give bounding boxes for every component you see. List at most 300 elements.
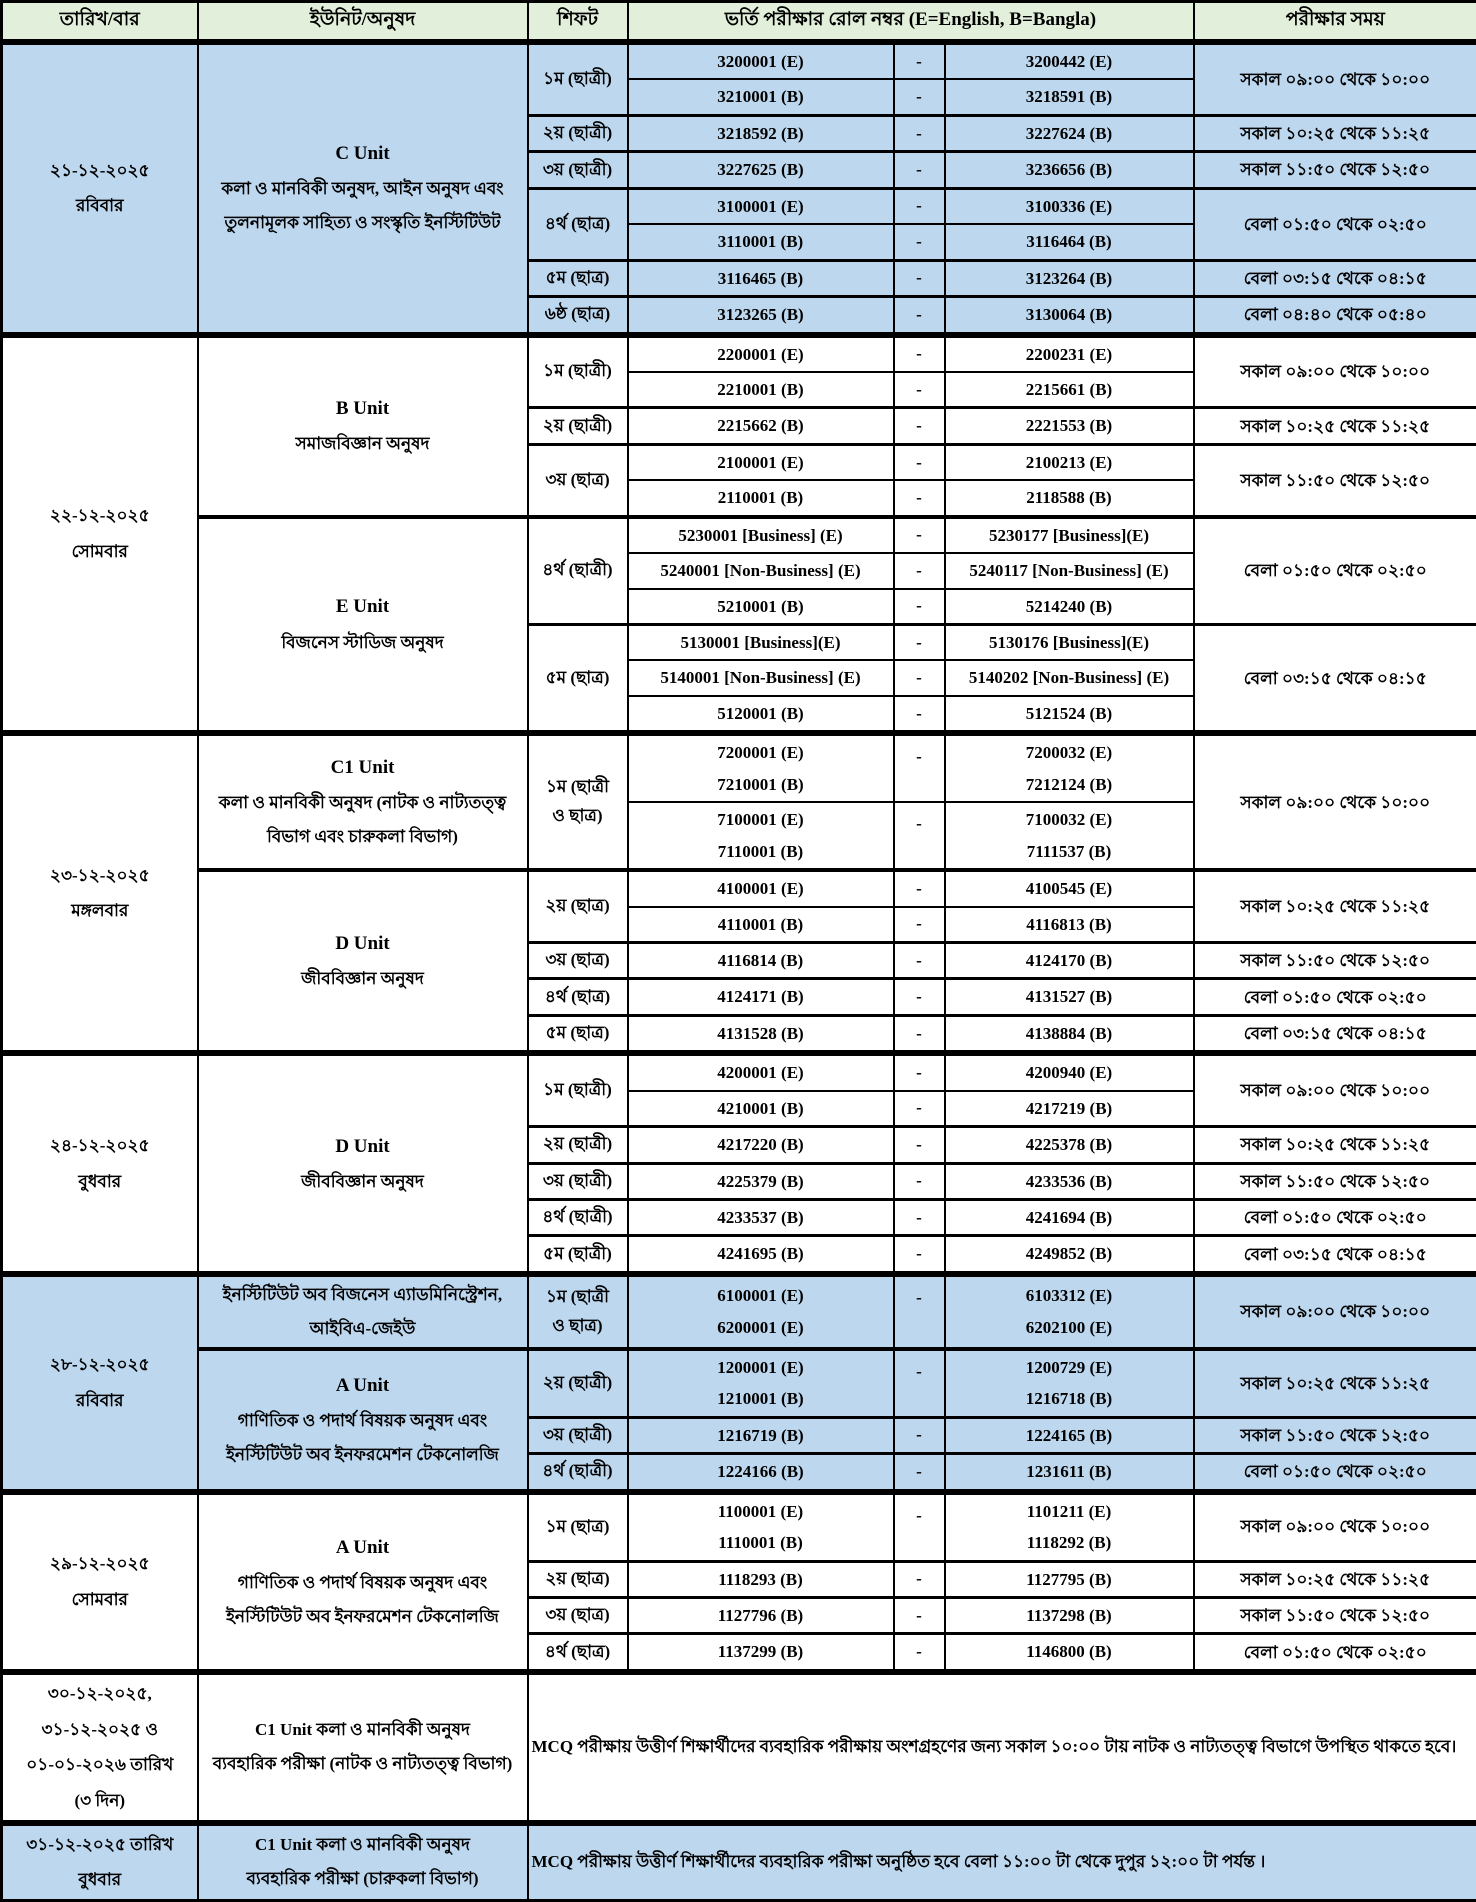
shift-cell [528, 188, 628, 260]
roll-start-cell [628, 480, 894, 516]
roll-number: 4200940 (E) [949, 1057, 1190, 1088]
shift-label-line: ১ম (ছাত্রী [532, 773, 624, 802]
roll-number: 1216719 (B) [632, 1420, 890, 1451]
roll-end-cell [945, 625, 1194, 661]
roll-start-cell [628, 372, 894, 408]
roll-start-cell [628, 1275, 894, 1349]
roll-number: 3227624 (B) [949, 118, 1190, 149]
roll-number: 1137298 (B) [949, 1600, 1190, 1631]
roll-end-cell [945, 1417, 1194, 1453]
shift-cell [528, 1015, 628, 1051]
unit-description-line: C1 Unit কলা ও মানবিকী অনুষদ [202, 1828, 524, 1862]
table-row [2, 2, 1476, 41]
shift-cell [528, 444, 628, 516]
dash-cell: - [894, 260, 945, 296]
roll-number: 3116465 (B) [632, 263, 890, 294]
table-row [2, 1493, 1476, 1561]
roll-start-cell [628, 553, 894, 588]
roll-start-cell [628, 1634, 894, 1670]
unit-name: C Unit [202, 136, 524, 172]
roll-number: 5214240 (B) [949, 591, 1190, 622]
shift-cell [528, 1493, 628, 1561]
roll-start-cell [628, 1200, 894, 1236]
roll-start-cell [628, 735, 894, 802]
header-date: তারিখ/বার [2, 2, 198, 41]
shift-label-line: ৪র্থ (ছাত্রী) [532, 1457, 624, 1486]
roll-number: 1231611 (B) [949, 1456, 1190, 1487]
roll-start-cell [628, 224, 894, 260]
shift-cell [528, 1597, 628, 1633]
shift-cell [528, 1561, 628, 1597]
time-cell: সকাল ১০:২৫ থেকে ১১:২৫ [1194, 870, 1476, 942]
unit-cell [198, 735, 528, 870]
roll-number: 5240001 [Non-Business] (E) [632, 555, 890, 586]
date-line: ২১-১২-২০২৫ [6, 153, 194, 189]
unit-cell [198, 1673, 528, 1821]
roll-number: 1224165 (B) [949, 1420, 1190, 1451]
shift-label-line: ৩য় (ছাত্রী) [532, 156, 624, 185]
roll-end-cell [945, 517, 1194, 553]
shift-cell [528, 1417, 628, 1453]
dash-cell: - [894, 408, 945, 444]
table-row [2, 336, 1476, 372]
shift-label-line: ৬ষ্ঠ (ছাত্র) [532, 300, 624, 329]
roll-number: 4131528 (B) [632, 1018, 890, 1049]
table-row [2, 1349, 1476, 1417]
date-cell [2, 1275, 198, 1490]
shift-label-line: ২য় (ছাত্রী) [532, 412, 624, 441]
date-line: ২৪-১২-২০২৫ [6, 1128, 194, 1164]
shift-cell [528, 297, 628, 333]
dash-cell: - [894, 1163, 945, 1199]
shift-label-line: ৫ম (ছাত্র) [532, 1019, 624, 1048]
roll-number: 5230001 [Business] (E) [632, 520, 890, 551]
roll-end-cell [945, 444, 1194, 480]
dash-cell: - [894, 188, 945, 224]
roll-start-cell [628, 1236, 894, 1272]
roll-number: 5140001 [Non-Business] (E) [632, 662, 890, 693]
unit-description-line: তুলনামূলক সাহিত্য ও সংস্কৃতি ইনস্টিটিউট [202, 206, 524, 240]
roll-end-cell [945, 553, 1194, 588]
shift-label-line: ৪র্থ (ছাত্রী) [532, 1203, 624, 1232]
dash-cell: - [894, 660, 945, 695]
unit-description-line: কলা ও মানবিকী অনুষদ, আইন অনুষদ এবং [202, 172, 524, 206]
time-cell: সকাল ১১:৫০ থেকে ১২:৫০ [1194, 152, 1476, 188]
roll-number: 3130064 (B) [949, 299, 1190, 330]
dash-cell: - [894, 942, 945, 978]
shift-label-line: ২য় (ছাত্রী) [532, 1369, 624, 1398]
dash-cell: - [894, 1015, 945, 1051]
dash-cell: - [894, 44, 945, 80]
roll-number: 3110001 (B) [632, 226, 890, 257]
unit-cell [198, 517, 528, 732]
dash-cell: - [894, 517, 945, 553]
dash-cell: - [894, 1055, 945, 1091]
shift-cell [528, 1163, 628, 1199]
time-cell: সকাল ১০:২৫ থেকে ১১:২৫ [1194, 1561, 1476, 1597]
roll-number: 6100001 (E) [632, 1280, 890, 1311]
roll-start-cell [628, 1127, 894, 1163]
roll-start-cell [628, 260, 894, 296]
shift-cell [528, 517, 628, 625]
unit-description-line: ব্যবহারিক পরীক্ষা (চারুকলা বিভাগ) [202, 1862, 524, 1896]
table-row [2, 1824, 1476, 1900]
unit-description-line: C1 Unit কলা ও মানবিকী অনুষদ [202, 1713, 524, 1747]
header-time: পরীক্ষার সময় [1194, 2, 1476, 41]
shift-label-line: ৪র্থ (ছাত্র) [532, 983, 624, 1012]
roll-number: 7200001 (E) [632, 737, 890, 768]
unit-cell [198, 1493, 528, 1670]
section-table [0, 1823, 1476, 1902]
shift-cell [528, 870, 628, 942]
roll-number: 4225379 (B) [632, 1166, 890, 1197]
roll-end-cell [945, 1055, 1194, 1091]
roll-number: 2110001 (B) [632, 482, 890, 513]
roll-end-cell [945, 735, 1194, 802]
date-cell [2, 44, 198, 334]
roll-start-cell [628, 152, 894, 188]
shift-cell [528, 115, 628, 151]
roll-number: 1118293 (B) [632, 1564, 890, 1595]
roll-number: 3218592 (B) [632, 118, 890, 149]
roll-number: 3227625 (B) [632, 154, 890, 185]
roll-end-cell [945, 1200, 1194, 1236]
roll-end-cell [945, 1127, 1194, 1163]
unit-cell [198, 1275, 528, 1349]
dash-cell: - [894, 1561, 945, 1597]
section-table [0, 42, 1476, 335]
roll-number: 3218591 (B) [949, 81, 1190, 112]
shift-label-line: ৪র্থ (ছাত্র) [532, 1638, 624, 1667]
shift-label-line: ও ছাত্র) [532, 1312, 624, 1341]
unit-description-line: সমাজবিজ্ঞান অনুষদ [202, 427, 524, 461]
roll-number: 3200442 (E) [949, 46, 1190, 77]
shift-label-line: ও ছাত্র) [532, 802, 624, 831]
roll-start-cell [628, 44, 894, 80]
shift-cell [528, 979, 628, 1015]
roll-number: 4100001 (E) [632, 873, 890, 904]
roll-start-cell [628, 1493, 894, 1561]
roll-number: 4110001 (B) [632, 909, 890, 940]
roll-number: 7210001 (B) [632, 769, 890, 800]
shift-cell [528, 735, 628, 870]
roll-end-cell [945, 408, 1194, 444]
roll-start-cell [628, 1091, 894, 1127]
dash-cell: - [894, 79, 945, 115]
table-row [2, 1275, 1476, 1349]
shift-cell [528, 1200, 628, 1236]
roll-end-cell [945, 1561, 1194, 1597]
roll-number: 7212124 (B) [949, 769, 1190, 800]
dash-cell: - [894, 1634, 945, 1670]
roll-end-cell [945, 224, 1194, 260]
roll-end-cell [945, 1349, 1194, 1417]
roll-number: 4233536 (B) [949, 1166, 1190, 1197]
roll-number: 7100032 (E) [949, 804, 1190, 835]
roll-number: 1224166 (B) [632, 1456, 890, 1487]
time-cell: সকাল ১০:২৫ থেকে ১১:২৫ [1194, 1127, 1476, 1163]
shift-cell [528, 1275, 628, 1349]
roll-start-cell [628, 1561, 894, 1597]
section-table [0, 1274, 1476, 1492]
roll-number: 5130176 [Business](E) [949, 627, 1190, 658]
dash-cell: - [894, 553, 945, 588]
roll-number: 1101211 (E) [949, 1496, 1190, 1527]
date-line: রবিবার [6, 1383, 194, 1419]
time-cell: বেলা ০১:৫০ থেকে ০২:৫০ [1194, 1200, 1476, 1236]
unit-description-line: আইবিএ-জেইউ [202, 1312, 524, 1346]
roll-number: 5121524 (B) [949, 698, 1190, 729]
roll-end-cell [945, 1634, 1194, 1670]
shift-label-line: ১ম (ছাত্রী) [532, 1076, 624, 1105]
table-row [2, 735, 1476, 802]
roll-start-cell [628, 1417, 894, 1453]
dash-cell: - [894, 1597, 945, 1633]
date-line: সোমবার [6, 534, 194, 570]
unit-cell [198, 870, 528, 1052]
roll-number: 1200729 (E) [949, 1352, 1190, 1383]
unit-description-line: গাণিতিক ও পদার্থ বিষয়ক অনুষদ এবং [202, 1404, 524, 1438]
dash-cell: - [894, 224, 945, 260]
dash-cell: - [894, 870, 945, 906]
roll-end-cell [945, 297, 1194, 333]
shift-label-line: ২য় (ছাত্রী) [532, 119, 624, 148]
shift-label-line: ৩য় (ছাত্রী) [532, 1421, 624, 1450]
dash-cell: - [894, 589, 945, 625]
dash-cell: - [894, 1417, 945, 1453]
roll-number: 4124171 (B) [632, 981, 890, 1012]
roll-number: 1210001 (B) [632, 1383, 890, 1414]
time-cell: সকাল ০৯:০০ থেকে ১০:০০ [1194, 1275, 1476, 1349]
shift-label-line: ৩য় (ছাত্র) [532, 946, 624, 975]
time-cell: সকাল ০৯:০০ থেকে ১০:০০ [1194, 336, 1476, 408]
shift-label-line: ১ম (ছাত্রী [532, 1283, 624, 1312]
time-cell: সকাল ১০:২৫ থেকে ১১:২৫ [1194, 115, 1476, 151]
roll-number: 4217219 (B) [949, 1093, 1190, 1124]
time-cell: সকাল ১১:৫০ থেকে ১২:৫০ [1194, 1417, 1476, 1453]
roll-number: 5130001 [Business](E) [632, 627, 890, 658]
section-table [0, 733, 1476, 1053]
roll-end-cell [945, 942, 1194, 978]
dash-cell: - [894, 1200, 945, 1236]
roll-number: 4249852 (B) [949, 1238, 1190, 1269]
date-line: ২৯-১২-২০২৫ [6, 1546, 194, 1582]
shift-label-line: ৫ম (ছাত্র) [532, 264, 624, 293]
unit-cell [198, 336, 528, 517]
roll-end-cell [945, 115, 1194, 151]
header-unit: ইউনিট/অনুষদ [198, 2, 528, 41]
unit-description-line: জীববিজ্ঞান অনুষদ [202, 962, 524, 996]
date-line: ৩০-১২-২০২৫, [6, 1676, 194, 1712]
shift-cell [528, 44, 628, 116]
unit-cell [198, 1055, 528, 1273]
time-cell: বেলা ০৩:১৫ থেকে ০৪:১৫ [1194, 1015, 1476, 1051]
roll-number: 5140202 [Non-Business] (E) [949, 662, 1190, 693]
roll-number: 2215661 (B) [949, 374, 1190, 405]
shift-cell [528, 1236, 628, 1272]
time-cell: সকাল ০৯:০০ থেকে ১০:০০ [1194, 735, 1476, 870]
roll-number: 1118292 (B) [949, 1527, 1190, 1558]
roll-end-cell [945, 336, 1194, 372]
roll-start-cell [628, 1597, 894, 1633]
roll-number: 2210001 (B) [632, 374, 890, 405]
roll-start-cell [628, 1015, 894, 1051]
dash-cell: - [894, 297, 945, 333]
date-line: ২৩-১২-২০২৫ [6, 858, 194, 894]
roll-number: 3100336 (E) [949, 191, 1190, 222]
roll-number: 2100213 (E) [949, 447, 1190, 478]
unit-description-line: গাণিতিক ও পদার্থ বিষয়ক অনুষদ এবং [202, 1566, 524, 1600]
dash-cell: - [894, 1236, 945, 1272]
roll-end-cell [945, 260, 1194, 296]
dash-cell: - [894, 735, 945, 802]
header-shift: শিফট [528, 2, 628, 41]
date-cell [2, 1824, 198, 1900]
roll-start-cell [628, 1163, 894, 1199]
roll-number: 6200001 (E) [632, 1312, 890, 1343]
time-cell: বেলা ০১:৫০ থেকে ০২:৫০ [1194, 1634, 1476, 1670]
date-line: (৩ দিন) [6, 1783, 194, 1819]
unit-description-line: জীববিজ্ঞান অনুষদ [202, 1165, 524, 1199]
time-cell: সকাল ১০:২৫ থেকে ১১:২৫ [1194, 408, 1476, 444]
roll-end-cell [945, 480, 1194, 516]
unit-name: A Unit [202, 1368, 524, 1404]
time-cell: সকাল ১১:৫০ থেকে ১২:৫০ [1194, 1163, 1476, 1199]
roll-number: 4124170 (B) [949, 945, 1190, 976]
shift-label-line: ২য় (ছাত্র) [532, 1565, 624, 1594]
roll-number: 4233537 (B) [632, 1202, 890, 1233]
dash-cell: - [894, 444, 945, 480]
roll-end-cell [945, 1236, 1194, 1272]
table-row [2, 517, 1476, 553]
shift-label-line: ৩য় (ছাত্র) [532, 466, 624, 495]
roll-number: 7200032 (E) [949, 737, 1190, 768]
shift-label-line: ১ম (ছাত্র) [532, 1513, 624, 1542]
roll-number: 1216718 (B) [949, 1383, 1190, 1414]
roll-number: 3200001 (E) [632, 46, 890, 77]
unit-description-line: কলা ও মানবিকী অনুষদ (নাটক ও নাট্যতত্ত্ব [202, 786, 524, 820]
shift-cell [528, 408, 628, 444]
schedule-sections [0, 42, 1476, 1902]
roll-start-cell [628, 188, 894, 224]
roll-end-cell [945, 696, 1194, 732]
roll-start-cell [628, 115, 894, 151]
dash-cell: - [894, 1454, 945, 1490]
time-cell: বেলা ০১:৫০ থেকে ০২:৫০ [1194, 979, 1476, 1015]
roll-number: 2200231 (E) [949, 339, 1190, 370]
roll-start-cell [628, 297, 894, 333]
shift-cell [528, 1055, 628, 1127]
shift-label-line: ৪র্থ (ছাত্রী) [532, 556, 624, 585]
unit-description-line: বিভাগ এবং চারুকলা বিভাগ) [202, 820, 524, 854]
roll-end-cell [945, 979, 1194, 1015]
roll-start-cell [628, 336, 894, 372]
time-cell: সকাল ০৯:০০ থেকে ১০:০০ [1194, 1493, 1476, 1561]
date-line: ০১-০১-২০২৬ তারিখ [6, 1747, 194, 1783]
roll-start-cell [628, 1349, 894, 1417]
roll-number: 5240117 [Non-Business] (E) [949, 555, 1190, 586]
dash-cell: - [894, 802, 945, 870]
roll-start-cell [628, 79, 894, 115]
shift-cell [528, 1127, 628, 1163]
roll-number: 6202100 (E) [949, 1312, 1190, 1343]
shift-label-line: ৪র্থ (ছাত্র) [532, 210, 624, 239]
unit-cell [198, 1824, 528, 1900]
shift-label-line: ৩য় (ছাত্র) [532, 1601, 624, 1630]
roll-number: 1110001 (B) [632, 1527, 890, 1558]
date-cell [2, 735, 198, 1052]
shift-cell [528, 1454, 628, 1490]
roll-number: 3236656 (B) [949, 154, 1190, 185]
dash-cell: - [894, 696, 945, 732]
roll-number: 2200001 (E) [632, 339, 890, 370]
roll-start-cell [628, 625, 894, 661]
shift-label-line: ২য় (ছাত্রী) [532, 1130, 624, 1159]
header-roll-range: ভর্তি পরীক্ষার রোল নম্বর (E=English, B=Bangla) [628, 2, 1194, 41]
shift-label-line: ৩য় (ছাত্রী) [532, 1167, 624, 1196]
roll-end-cell [945, 1275, 1194, 1349]
unit-description-line: ইনস্টিটিউট অব ইনফরমেশন টেকনোলজি [202, 1600, 524, 1634]
date-line: সোমবার [6, 1582, 194, 1618]
roll-number: 3123264 (B) [949, 263, 1190, 294]
roll-number: 4131527 (B) [949, 981, 1190, 1012]
roll-number: 4241695 (B) [632, 1238, 890, 1269]
date-line: ২৮-১২-২০২৫ [6, 1347, 194, 1383]
date-line: ২২-১২-২০২৫ [6, 498, 194, 534]
roll-end-cell [945, 1163, 1194, 1199]
dash-cell: - [894, 336, 945, 372]
time-cell: সকাল ১১:৫০ থেকে ১২:৫০ [1194, 1597, 1476, 1633]
dash-cell: - [894, 152, 945, 188]
roll-number: 7100001 (E) [632, 804, 890, 835]
roll-number: 5120001 (B) [632, 698, 890, 729]
shift-cell [528, 625, 628, 732]
roll-number: 1137299 (B) [632, 1636, 890, 1667]
note-cell: MCQ পরীক্ষায় উত্তীর্ণ শিক্ষার্থীদের ব্যবহারিক পরীক্ষা অনুষ্ঠিত হবে বেলা ১১:০০ টা থেকে দুপুর ১২:০০ টা পর্যন্ত । [528, 1824, 1476, 1900]
unit-name: C1 Unit [202, 750, 524, 786]
roll-number: 3100001 (E) [632, 191, 890, 222]
roll-start-cell [628, 907, 894, 943]
shift-label-line: ৫ম (ছাত্র) [532, 664, 624, 693]
roll-number: 2221553 (B) [949, 410, 1190, 441]
time-cell: বেলা ০৩:১৫ থেকে ০৪:১৫ [1194, 625, 1476, 732]
roll-end-cell [945, 1597, 1194, 1633]
dash-cell: - [894, 1091, 945, 1127]
date-cell [2, 1493, 198, 1670]
unit-name: E Unit [202, 589, 524, 625]
date-cell [2, 336, 198, 732]
roll-end-cell [945, 188, 1194, 224]
roll-start-cell [628, 1454, 894, 1490]
time-cell: বেলা ০১:৫০ থেকে ০২:৫০ [1194, 188, 1476, 260]
date-line: বুধবার [6, 1862, 194, 1898]
unit-name: D Unit [202, 1129, 524, 1165]
roll-number: 6103312 (E) [949, 1280, 1190, 1311]
roll-end-cell [945, 907, 1194, 943]
roll-number: 2118588 (B) [949, 482, 1190, 513]
roll-start-cell [628, 870, 894, 906]
roll-start-cell [628, 517, 894, 553]
roll-start-cell [628, 979, 894, 1015]
shift-cell [528, 1634, 628, 1670]
roll-number: 1127795 (B) [949, 1564, 1190, 1595]
time-cell: বেলা ০১:৫০ থেকে ০২:৫০ [1194, 517, 1476, 625]
unit-description-line: ইনস্টিটিউট অব ইনফরমেশন টেকনোলজি [202, 1438, 524, 1472]
date-line: মঙ্গলবার [6, 893, 194, 929]
shift-label-line: ১ম (ছাত্রী) [532, 357, 624, 386]
shift-label-line: ২য় (ছাত্র) [532, 892, 624, 921]
time-cell: সকাল ১০:২৫ থেকে ১১:২৫ [1194, 1349, 1476, 1417]
